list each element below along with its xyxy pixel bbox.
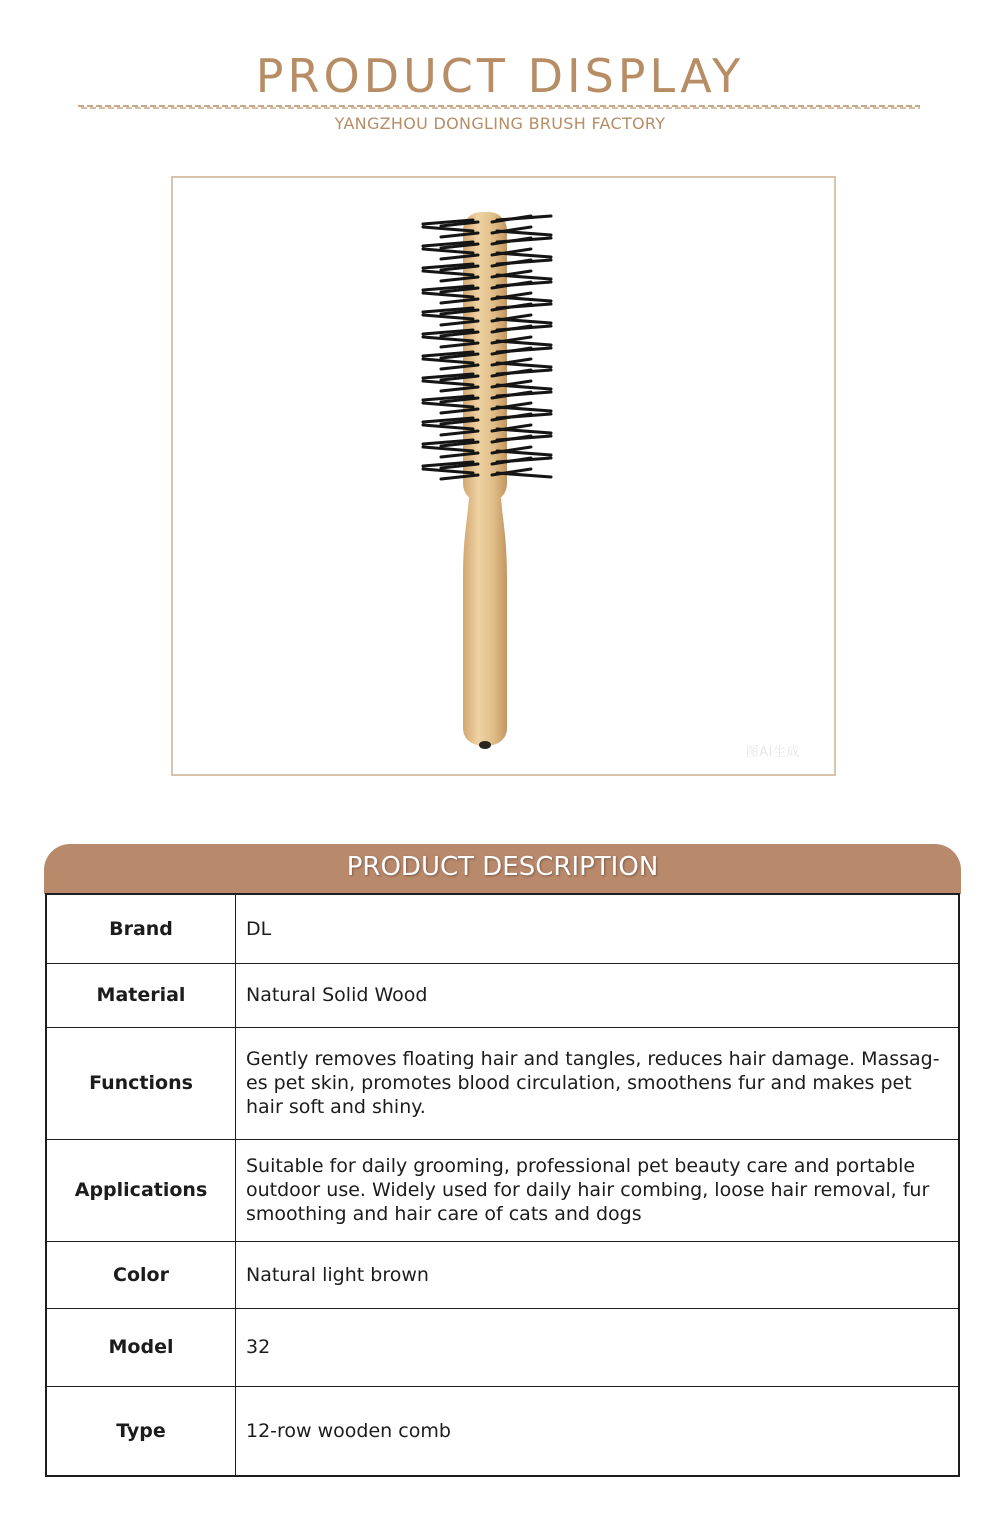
description-banner	[44, 844, 961, 894]
product-photo-frame	[171, 176, 836, 776]
table-row	[46, 1027, 959, 1139]
table-row	[46, 1241, 959, 1308]
row-label: Applications	[46, 1139, 236, 1241]
table-row	[46, 963, 959, 1027]
row-value: Natural Solid Wood	[236, 963, 960, 1027]
row-value: 32	[236, 1308, 960, 1386]
spec-table	[45, 893, 960, 1477]
image-watermark: 图AI生成	[745, 745, 800, 760]
table-row	[46, 1386, 959, 1476]
row-value: Gently removes floating hair and tangles, reduces hair damage. Massag-es pet skin, promotes blood circulation, smoothens fur and makes pet hair soft and shiny.	[236, 1027, 960, 1139]
description-heading: PRODUCT DESCRIPTION	[346, 852, 659, 882]
factory-subtitle: YANGZHOU DONGLING BRUSH FACTORY	[334, 114, 666, 133]
table-row	[46, 1139, 959, 1241]
row-label: Type	[46, 1386, 236, 1476]
row-value: Suitable for daily grooming, professional pet beauty care and portable outdoor use. Widely used for daily hair combing, loose hair removal, fur smoothing and hair care of cats and dogs	[236, 1139, 960, 1241]
table-row	[46, 1308, 959, 1386]
dashed-divider	[78, 104, 920, 110]
table-row	[46, 894, 959, 963]
row-value: DL	[236, 894, 960, 963]
row-label: Brand	[46, 894, 236, 963]
row-label: Functions	[46, 1027, 236, 1139]
row-label: Model	[46, 1308, 236, 1386]
row-label: Material	[46, 963, 236, 1027]
row-value: Natural light brown	[236, 1241, 960, 1308]
row-value: 12-row wooden comb	[236, 1386, 960, 1476]
page-title: PRODUCT DISPLAY	[255, 49, 745, 103]
round-brush-image	[173, 178, 834, 774]
row-label: Color	[46, 1241, 236, 1308]
